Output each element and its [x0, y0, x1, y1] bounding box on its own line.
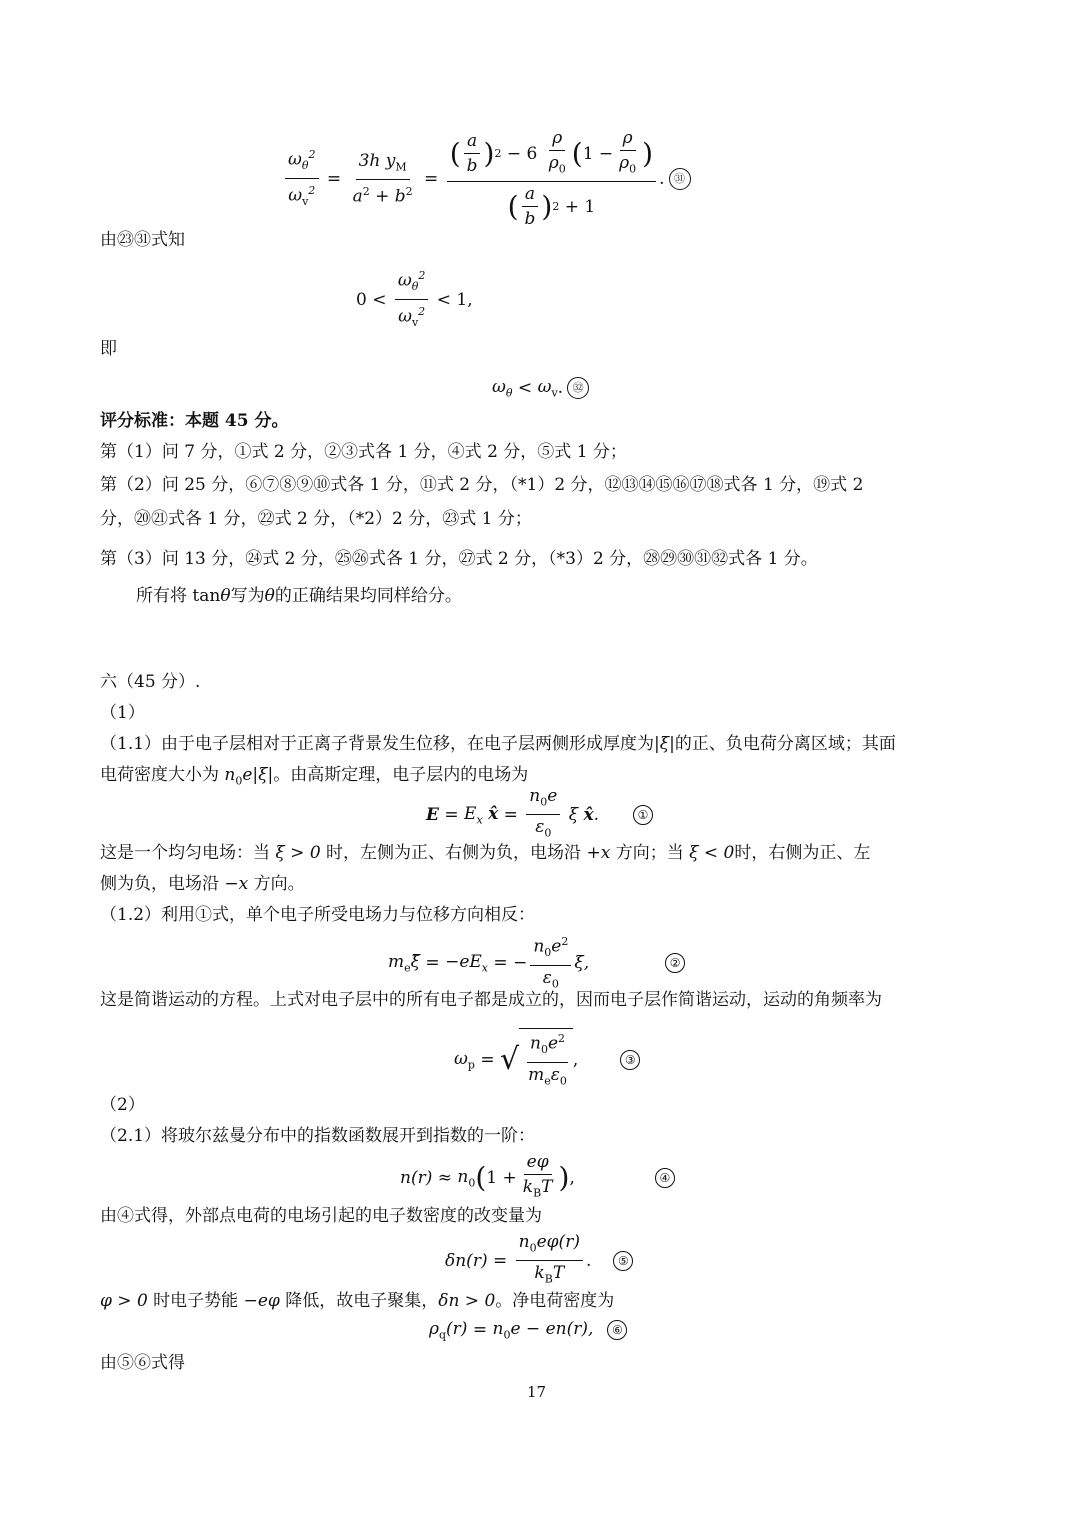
equation-number: ㉜: [567, 377, 589, 399]
paragraph-2-1: （2.1）将玻尔兹曼分布中的指数函数展开到指数的一阶：: [100, 1126, 536, 1146]
equation-6: $\rho_q(r)$ = $n_0e - en(r)$, ⑥: [429, 1319, 627, 1341]
equation-32: $\omega_\theta$ < $\omega_v$ . ㉜: [492, 377, 589, 399]
paragraph-cont: 侧为负，电场沿 −x 方向。: [100, 874, 305, 894]
equation-3: $\omega_p$ = √ $\frac{n_0e^2}{m_e\varepsilon_0}$ , ③: [454, 1028, 640, 1091]
paragraph: φ > 0 时电子势能 −eφ 降低，故电子聚集，δn > 0。净电荷密度为: [100, 1291, 615, 1311]
paragraph: 即: [100, 339, 117, 359]
page-number: 17: [527, 1383, 547, 1401]
scoring-note: 所有将 tanθ写为θ的正确结果均同样给分。: [136, 586, 462, 606]
equation-1: E = $E_x$ x̂ = $\frac{n_0e}{\varepsilon_0}$ ξ x̂. ①: [426, 786, 653, 844]
paragraph: 这是一个均匀电场：当 ξ > 0 时，左侧为正、右侧为负，电场沿 +x 方向；当 ξ < 0时，右侧为正、左: [100, 843, 871, 863]
equation-number: ⑤: [613, 1251, 633, 1271]
equation-number: ③: [620, 1050, 640, 1070]
equation-number: ②: [665, 953, 685, 973]
equation-5: δn(r) = $\frac{n_0e\varphi(r)}{k_BT}$ . ⑤: [445, 1232, 633, 1290]
equation-number: ①: [633, 805, 653, 825]
scoring-q2-line1: 第（2）问 25 分，⑥⑦⑧⑨⑩式各 1 分，⑪式 2 分，（*1）2 分，⑫⑬⑭⑮⑯⑰⑱式各 1 分，⑲式 2: [100, 475, 864, 495]
scoring-q2-line2: 分，⑳㉑式各 1 分，㉒式 2 分，（*2）2 分，㉓式 1 分；: [100, 509, 532, 529]
part-label: （1）: [100, 703, 145, 723]
equation-2: $m_e\xï$ = $-eE_x$ = − $\frac{n_0e^2}{\varepsilon_0}$ ξ, ②: [388, 932, 685, 994]
scoring-q3: 第（3）问 13 分，㉔式 2 分，㉕㉖式各 1 分，㉗式 2 分，（*3）2 分，㉘㉙㉚㉛㉜式各 1 分。: [100, 549, 818, 569]
section-heading: 六（45 分）.: [100, 672, 201, 692]
scoring-title: 评分标准：本题 45 分。: [100, 411, 289, 431]
paragraph-1-1-cont: 电荷密度大小为 $n_0e|\xi|$。由高斯定理，电子层内的电场为: [100, 765, 529, 788]
paragraph: 由④式得，外部点电荷的电场引起的电子数密度的改变量为: [100, 1206, 542, 1226]
equation-number: ㉛: [669, 168, 691, 190]
equation-number: ④: [655, 1168, 675, 1188]
paragraph-1-1: （1.1）由于电子层相对于正离子背景发生位移，在电子层两侧形成厚度为|ξ|的正、负电荷分离区域；其面: [100, 734, 896, 754]
equation-number: ⑥: [607, 1320, 627, 1340]
inequality: 0 < $\frac{\omega_\theta^2}{\omega_v^2}$ < 1,: [356, 266, 473, 333]
paragraph: 由⑤⑥式得: [100, 1353, 185, 1373]
part-label: （2）: [100, 1095, 145, 1115]
paragraph: 由㉓㉛式知: [100, 230, 185, 250]
paragraph: 这是简谐运动的方程。上式对电子层中的所有电子都是成立的，因而电子层作简谐运动，运动的角频率为: [100, 990, 882, 1010]
scoring-q1: 第（1）问 7 分，①式 2 分，②③式各 1 分，④式 2 分，⑤式 1 分；: [100, 442, 627, 462]
equation-4: n(r) ≈ $n_0$ ( 1 + $\frac{e\varphi}{k_BT}$ ) , ④: [400, 1152, 675, 1203]
equation-31: $\frac{\omega_\theta^2}{\omega_v^2}$ = $\frac{3h y_M}{a^2 + b^2}$ = ( $\frac{a}{b}$ ) 2 − 6 $\frac{\rho}{\rho_0}$ ( 1 − $\frac{\rho}{\rho_0}$ ) ( $\frac{a}{b}$ ) 2 + 1 . ㉛: [282, 128, 691, 229]
paragraph-1-2: （1.2）利用①式，单个电子所受电场力与位移方向相反：: [100, 905, 536, 925]
